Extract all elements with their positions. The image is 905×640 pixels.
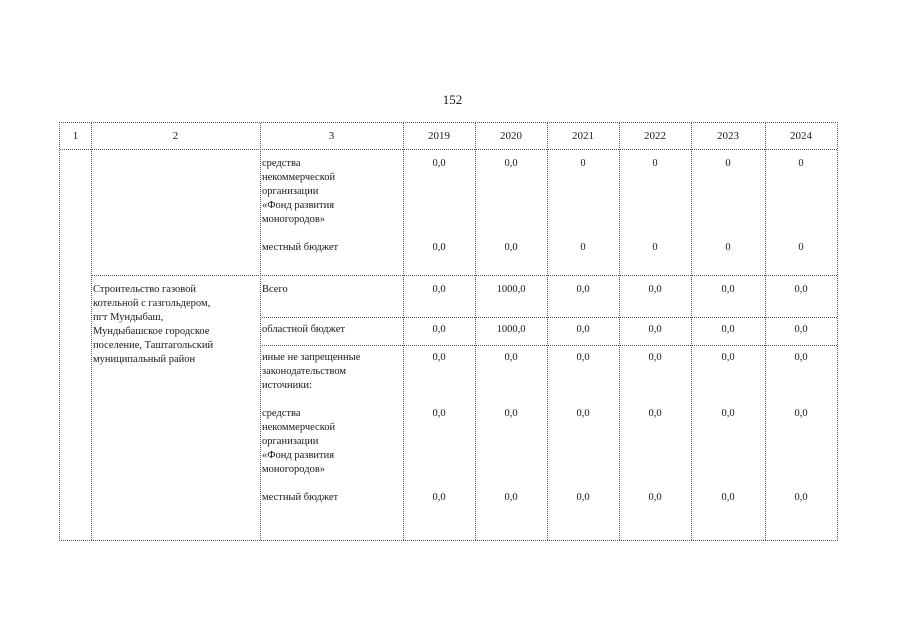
header-cell: 2020 (500, 130, 522, 142)
row-divider (260, 317, 837, 318)
value-cell: 0,0 (794, 408, 808, 419)
value-cell: 0,0 (576, 352, 590, 363)
value-cell: 0,0 (432, 352, 446, 363)
value-cell: 0,0 (504, 408, 518, 419)
value-cell: 0,0 (794, 492, 808, 503)
value-cell: 0 (580, 158, 586, 169)
value-cell: 0,0 (648, 284, 662, 295)
value-cell: 0,0 (794, 324, 808, 335)
value-cell: 0,0 (504, 352, 518, 363)
col-divider (260, 123, 261, 540)
funding-source-label: областной бюджет (262, 324, 345, 335)
value-cell: 0,0 (648, 408, 662, 419)
funding-source-label: местный бюджет (262, 492, 339, 503)
budget-table (59, 122, 838, 541)
value-cell: 0,0 (432, 158, 446, 169)
value-cell: 0 (580, 242, 586, 253)
value-cell: 0,0 (504, 158, 518, 169)
value-cell: 1000,0 (496, 284, 526, 295)
value-cell: 0,0 (721, 408, 735, 419)
funding-source-label: местный бюджет (262, 242, 339, 253)
header-cell: 2 (172, 130, 179, 142)
funding-source-label: средства некоммерческой организации «Фонд развития моногородов» (262, 158, 336, 225)
header-cell: 2024 (790, 130, 812, 142)
value-cell: 0,0 (432, 242, 446, 253)
row-divider (60, 149, 837, 150)
row-divider (91, 275, 837, 276)
value-cell: 0,0 (576, 284, 590, 295)
value-cell: 0 (652, 158, 658, 169)
col-divider (91, 123, 92, 540)
value-cell: 0,0 (648, 492, 662, 503)
value-cell: 0,0 (721, 324, 735, 335)
value-cell: 0,0 (504, 242, 518, 253)
value-cell: 0,0 (648, 352, 662, 363)
project-description: Строительство газовой котельной с газгольдером, пгт Мундыбаш, Мундыбашское городское поселение, Таштагольский муниципальный район (93, 284, 214, 365)
value-cell: 0,0 (721, 352, 735, 363)
header-cell: 2023 (717, 130, 739, 142)
value-cell: 0 (725, 158, 731, 169)
value-cell: 0,0 (794, 284, 808, 295)
funding-source-label: Всего (262, 284, 288, 295)
header-cell: 2022 (644, 130, 666, 142)
value-cell: 0 (652, 242, 658, 253)
row-divider (260, 345, 837, 346)
value-cell: 0,0 (432, 284, 446, 295)
value-cell: 0,0 (504, 492, 518, 503)
value-cell: 1000,0 (496, 324, 526, 335)
header-cell: 1 (72, 130, 79, 142)
value-cell: 0,0 (721, 492, 735, 503)
value-cell: 0,0 (432, 408, 446, 419)
value-cell: 0,0 (576, 324, 590, 335)
value-cell: 0 (798, 158, 804, 169)
value-cell: 0,0 (721, 284, 735, 295)
header-cell: 2021 (572, 130, 594, 142)
value-cell: 0,0 (432, 324, 446, 335)
value-cell: 0,0 (576, 408, 590, 419)
funding-source-label: средства некоммерческой организации «Фонд развития моногородов» (262, 408, 336, 475)
value-cell: 0 (725, 242, 731, 253)
value-cell: 0,0 (432, 492, 446, 503)
header-cell: 3 (328, 130, 335, 142)
page-number: 152 (442, 92, 463, 107)
value-cell: 0,0 (576, 492, 590, 503)
funding-source-label: иные не запрещенные законодательством источники: (262, 352, 361, 391)
value-cell: 0 (798, 242, 804, 253)
value-cell: 0,0 (794, 352, 808, 363)
header-cell: 2019 (428, 130, 450, 142)
value-cell: 0,0 (648, 324, 662, 335)
